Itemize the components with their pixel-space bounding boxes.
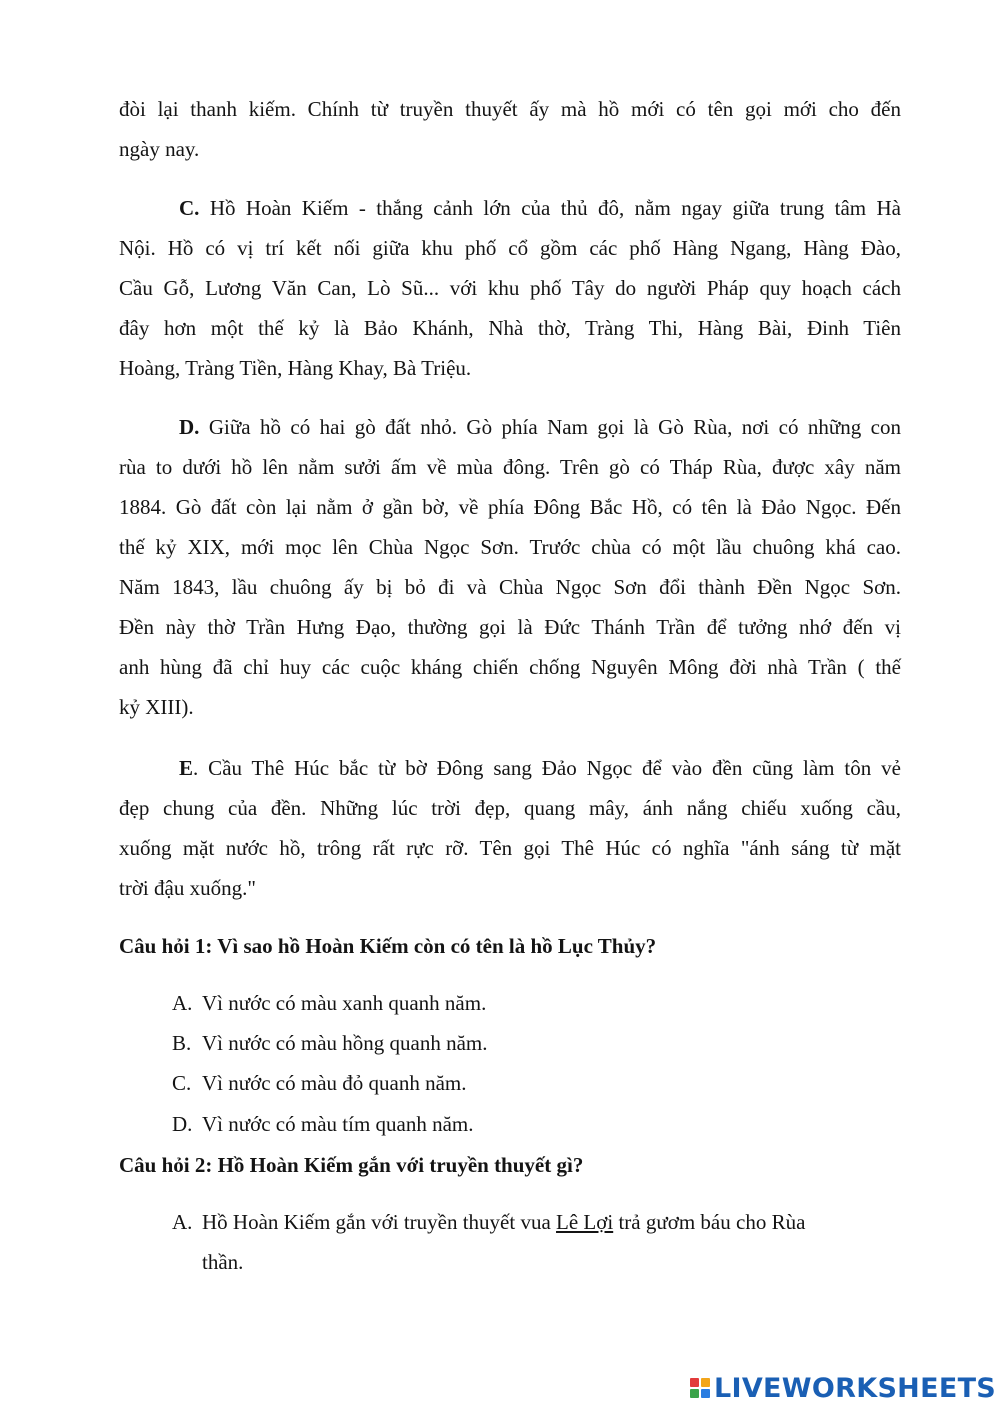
intro-line-2: ngày nay. (119, 137, 200, 161)
option-text: Vì nước có màu tím quanh năm. (202, 1112, 474, 1136)
question-1-option-c[interactable] (172, 1063, 467, 1103)
section-d-line-3: 1884. Gò đất còn lại nằm ở gần bờ, về phía Đông Bắc Hồ, có tên là Đảo Ngọc. Đến (119, 495, 901, 519)
section-e-line-2: đẹp chung của đền. Những lúc trời đẹp, quang mây, ánh nắng chiếu xuống cầu, (119, 796, 901, 820)
question-1-option-a[interactable] (172, 983, 486, 1023)
section-c-line-1: Hồ Hoàn Kiếm - thắng cảnh lớn của thủ đô, nằm ngay giữa trung tâm Hà (199, 196, 901, 220)
option-letter: A. (172, 1210, 193, 1234)
option-letter: C. (172, 1071, 192, 1095)
section-c-label: C. (179, 196, 200, 220)
question-1-title: Câu hỏi 1: Vì sao hồ Hoàn Kiếm còn có tên là hồ Lục Thủy? (119, 934, 657, 958)
question-2-option-a[interactable] (172, 1202, 892, 1282)
underlined-name: Lê Lợi (556, 1210, 614, 1234)
section-d-line-4: thế kỷ XIX, mới mọc lên Chùa Ngọc Sơn. Trước chùa có một lầu chuông khá cao. (119, 535, 901, 559)
logo-square-green (690, 1389, 699, 1398)
section-c-paragraph (119, 188, 901, 388)
section-d-line-6: Đền này thờ Trần Hưng Đạo, thường gọi là Đức Thánh Trần để tưởng nhớ đến vị (119, 615, 901, 639)
section-e-line-1: . Cầu Thê Húc bắc từ bờ Đông sang Đảo Ngọc để vào đền cũng làm tôn vẻ (193, 756, 901, 780)
section-e-label: E (179, 756, 194, 780)
option-text-before: Hồ Hoàn Kiếm gắn với truyền thuyết vua (202, 1210, 557, 1234)
option-letter: D. (172, 1112, 193, 1136)
question-1-option-b[interactable] (172, 1023, 488, 1063)
question-2-title: Câu hỏi 2: Hồ Hoàn Kiếm gắn với truyền thuyết gì? (119, 1153, 584, 1177)
liveworksheets-logo (690, 1373, 996, 1403)
section-c-line-3: Cầu Gỗ, Lương Văn Can, Lò Sũ... với khu phố Tây do người Pháp quy hoạch cách (119, 276, 901, 300)
section-d-line-1: Giữa hồ có hai gò đất nhỏ. Gò phía Nam gọi là Gò Rùa, nơi có những con (199, 415, 901, 439)
logo-square-blue (701, 1389, 710, 1398)
logo-text: LIVEWORKSHEETS (714, 1372, 997, 1404)
section-c-line-2: Nội. Hồ có vị trí kết nối giữa khu phố cổ gồm các phố Hàng Ngang, Hàng Đào, (119, 236, 901, 260)
section-e-line-4: trời đậu xuống." (119, 876, 256, 900)
section-c-line-5: Hoàng, Tràng Tiền, Hàng Khay, Bà Triệu. (119, 356, 472, 380)
section-d-line-8: kỷ XIII). (119, 695, 194, 719)
option-letter: A. (172, 991, 193, 1015)
option-letter: B. (172, 1031, 192, 1055)
section-d-label: D. (179, 415, 200, 439)
intro-paragraph (119, 89, 901, 169)
logo-grid-icon (690, 1378, 710, 1398)
section-e-line-3: xuống mặt nước hồ, trông rất rực rỡ. Tên gọi Thê Húc có nghĩa "ánh sáng từ mặt (119, 836, 901, 860)
option-text: Vì nước có màu hồng quanh năm. (202, 1031, 488, 1055)
option-text: Vì nước có màu đỏ quanh năm. (202, 1071, 467, 1095)
section-e-paragraph (119, 748, 901, 908)
section-d-line-2: rùa to dưới hồ lên nằm sưởi ấm về mùa đông. Trên gò có Tháp Rùa, được xây năm (119, 455, 901, 479)
section-c-line-4: đây hơn một thế kỷ là Bảo Khánh, Nhà thờ, Tràng Thi, Hàng Bài, Đinh Tiên (119, 316, 901, 340)
section-d-paragraph (119, 407, 901, 727)
intro-line-1: đòi lại thanh kiếm. Chính từ truyền thuyết ấy mà hồ mới có tên gọi mới cho đến (119, 97, 901, 121)
section-d-line-5: Năm 1843, lầu chuông ấy bị bỏ đi và Chùa Ngọc Sơn đổi thành Đền Ngọc Sơn. (119, 575, 901, 599)
option-text-continuation: thần. (202, 1250, 244, 1274)
question-1-option-d[interactable] (172, 1104, 474, 1144)
logo-square-red (690, 1378, 699, 1387)
option-text: Vì nước có màu xanh quanh năm. (202, 991, 487, 1015)
logo-square-orange (701, 1378, 710, 1387)
option-text-after: trả gươm báu cho Rùa (613, 1210, 806, 1234)
section-d-line-7: anh hùng đã chỉ huy các cuộc kháng chiến chống Nguyên Mông đời nhà Trần ( thế (119, 655, 901, 679)
